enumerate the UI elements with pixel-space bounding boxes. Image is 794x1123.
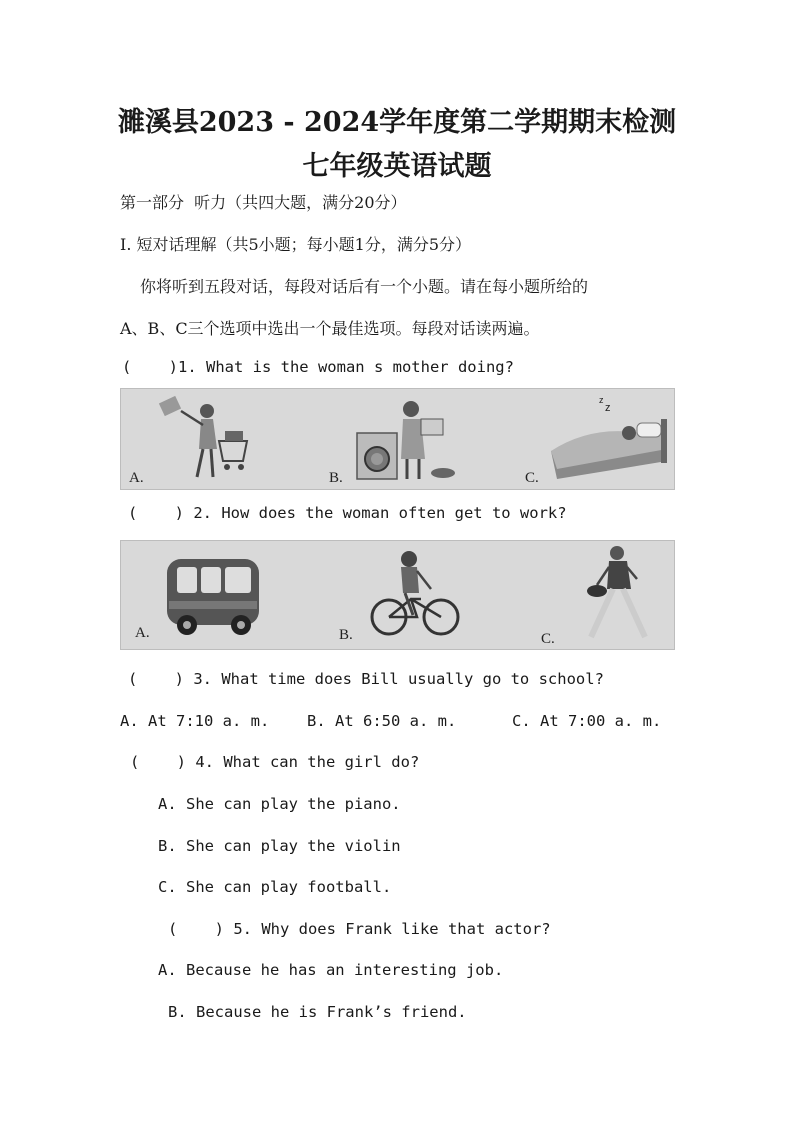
exam-title-line1: 濉溪县2023 - 2024学年度第二学期期末检测 xyxy=(117,107,677,138)
q2-option-c-label: C. xyxy=(541,631,555,647)
section1-instruction-line1: 你将听到五段对话，每段对话后有一个小题。请在每小题所给的 xyxy=(140,277,589,296)
question-3: ( ) 3. What time does Bill usually go to school? xyxy=(128,670,604,688)
question-5: ( ) 5. Why does Frank like that actor? xyxy=(168,920,551,938)
q5-option-a: A. Because he has an interesting job. xyxy=(158,961,504,979)
q5-option-b: B. Because he is Frank’s friend. xyxy=(168,1003,467,1021)
woman-shopping-cart-icon xyxy=(159,396,247,477)
q2-option-b-label: B. xyxy=(339,627,353,643)
part1-heading: 第一部分 听力（共四大题，满分20分） xyxy=(120,193,407,212)
q4-option-b: B. She can play the violin xyxy=(158,837,401,855)
woman-walking-icon xyxy=(587,546,645,637)
question-4: ( ) 4. What can the girl do? xyxy=(130,753,420,771)
question-2: ( ) 2. How does the woman often get to work? xyxy=(128,504,567,522)
bus-icon xyxy=(167,559,259,635)
q1-option-b-label: B. xyxy=(329,470,343,486)
section1-instruction-line2: A、B、C三个选项中选出一个最佳选项。每段对话读两遍。 xyxy=(120,319,540,338)
q3-option-b: B. At 6:50 a. m. xyxy=(307,712,457,730)
girl-bicycle-icon xyxy=(372,551,458,634)
question-1: ( )1. What is the woman s mother doing? xyxy=(122,358,514,376)
q4-option-c: C. She can play football. xyxy=(158,878,392,896)
q3-option-a: A. At 7:10 a. m. xyxy=(120,712,270,730)
q1-option-c-label: C. xyxy=(525,470,539,486)
svg-text:z: z xyxy=(599,395,604,405)
question-2-image-strip xyxy=(120,540,675,650)
woman-laundry-icon xyxy=(357,401,455,479)
exam-title-line2: 七年级英语试题 xyxy=(302,151,492,182)
section1-heading: I. 短对话理解（共5小题；每小题1分，满分5分） xyxy=(120,235,472,254)
q2-option-a-label: A. xyxy=(135,625,150,641)
question-1-image-strip xyxy=(120,388,675,490)
q4-option-a: A. She can play the piano. xyxy=(158,795,401,813)
person-sleeping-bed-icon xyxy=(551,395,667,479)
q1-option-a-label: A. xyxy=(129,470,144,486)
svg-text:z: z xyxy=(605,402,611,414)
q3-option-c: C. At 7:00 a. m. xyxy=(512,712,662,730)
